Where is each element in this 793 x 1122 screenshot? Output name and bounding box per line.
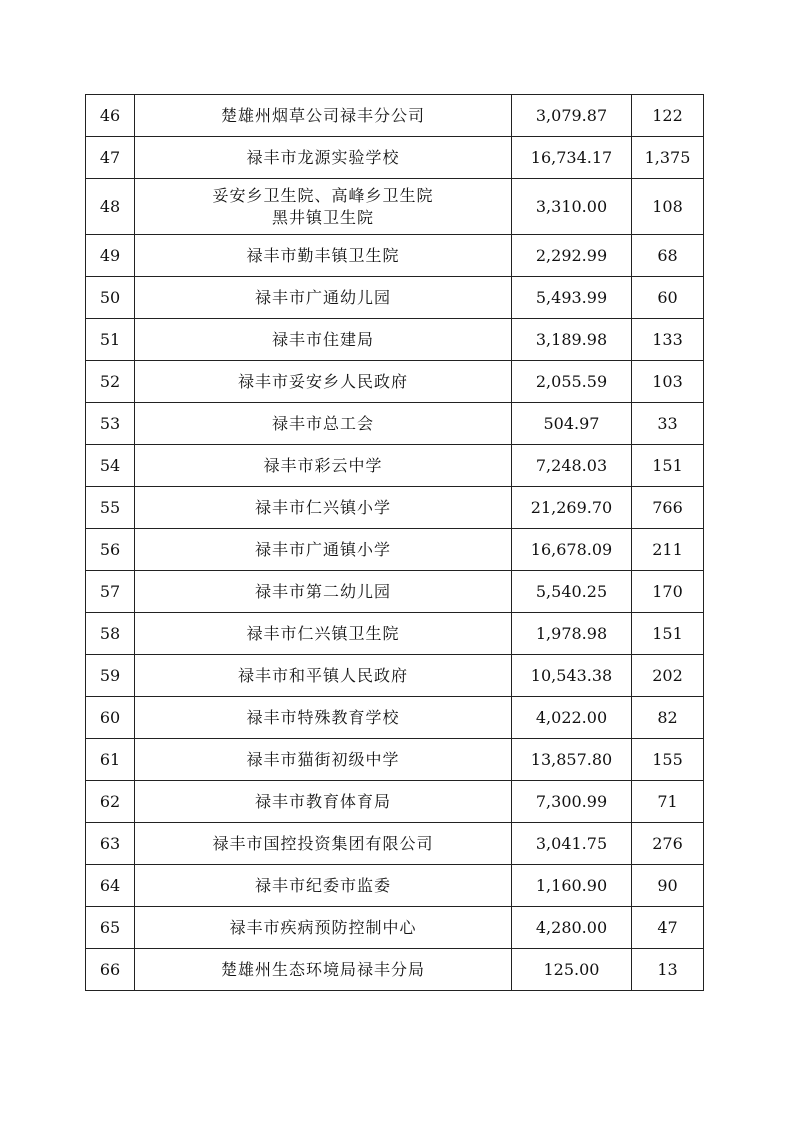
row-number-cell: 60 [86, 697, 135, 739]
table-row [86, 907, 704, 949]
table-row [86, 865, 704, 907]
table-row [86, 823, 704, 865]
data-table [85, 94, 704, 991]
count-cell: 151 [632, 445, 704, 487]
organization-name-line: 禄丰市勤丰镇卫生院 [246, 245, 400, 265]
count-cell: 60 [632, 277, 704, 319]
table-row [86, 949, 704, 991]
row-number-cell: 65 [86, 907, 135, 949]
amount-cell: 4,022.00 [512, 697, 632, 739]
organization-name-line: 禄丰市国控投资集团有限公司 [212, 833, 434, 853]
amount-cell: 7,248.03 [512, 445, 632, 487]
organization-name-line: 禄丰市第二幼儿园 [254, 581, 391, 601]
organization-name-cell [135, 137, 512, 179]
row-number-cell: 47 [86, 137, 135, 179]
amount-cell: 125.00 [512, 949, 632, 991]
organization-name-cell [135, 319, 512, 361]
organization-name-cell [135, 949, 512, 991]
amount-cell: 13,857.80 [512, 739, 632, 781]
amount-cell: 3,189.98 [512, 319, 632, 361]
table-row [86, 781, 704, 823]
organization-name-cell [135, 277, 512, 319]
amount-cell: 3,041.75 [512, 823, 632, 865]
count-cell: 151 [632, 613, 704, 655]
count-cell: 133 [632, 319, 704, 361]
count-cell: 68 [632, 235, 704, 277]
row-number-cell: 57 [86, 571, 135, 613]
organization-name-line: 禄丰市住建局 [271, 329, 374, 349]
amount-cell: 2,055.59 [512, 361, 632, 403]
row-number-cell: 51 [86, 319, 135, 361]
table-row [86, 137, 704, 179]
row-number-cell: 49 [86, 235, 135, 277]
table-row [86, 739, 704, 781]
table-row [86, 445, 704, 487]
row-number-cell: 66 [86, 949, 135, 991]
organization-name-cell [135, 655, 512, 697]
table-row [86, 571, 704, 613]
table-row [86, 403, 704, 445]
row-number-cell: 58 [86, 613, 135, 655]
row-number-cell: 48 [86, 179, 135, 235]
row-number-cell: 52 [86, 361, 135, 403]
organization-name-line: 禄丰市仁兴镇卫生院 [246, 623, 400, 643]
table-row [86, 319, 704, 361]
count-cell: 155 [632, 739, 704, 781]
amount-cell: 4,280.00 [512, 907, 632, 949]
organization-name-cell [135, 445, 512, 487]
organization-name-cell [135, 739, 512, 781]
organization-name-line: 禄丰市猫街初级中学 [246, 749, 400, 769]
organization-name-line: 禄丰市特殊教育学校 [246, 707, 400, 727]
row-number-cell: 61 [86, 739, 135, 781]
amount-cell: 16,678.09 [512, 529, 632, 571]
organization-name-line: 禄丰市广通镇小学 [254, 539, 391, 559]
organization-name-cell [135, 403, 512, 445]
count-cell: 170 [632, 571, 704, 613]
table-row [86, 95, 704, 137]
amount-cell: 1,160.90 [512, 865, 632, 907]
count-cell: 90 [632, 865, 704, 907]
count-cell: 13 [632, 949, 704, 991]
amount-cell: 1,978.98 [512, 613, 632, 655]
table-row [86, 277, 704, 319]
count-cell: 71 [632, 781, 704, 823]
table-body [86, 95, 704, 991]
organization-name-line: 禄丰市教育体育局 [254, 791, 391, 811]
row-number-cell: 53 [86, 403, 135, 445]
organization-name-line: 禄丰市彩云中学 [263, 455, 383, 475]
count-cell: 276 [632, 823, 704, 865]
organization-name-line: 楚雄州生态环境局禄丰分局 [220, 959, 425, 979]
row-number-cell: 56 [86, 529, 135, 571]
table-row [86, 529, 704, 571]
table-row [86, 235, 704, 277]
organization-name-line: 楚雄州烟草公司禄丰分公司 [220, 105, 425, 125]
organization-name-cell [135, 487, 512, 529]
count-cell: 766 [632, 487, 704, 529]
table-row [86, 361, 704, 403]
amount-cell: 3,079.87 [512, 95, 632, 137]
row-number-cell: 59 [86, 655, 135, 697]
amount-cell: 7,300.99 [512, 781, 632, 823]
amount-cell: 504.97 [512, 403, 632, 445]
row-number-cell: 63 [86, 823, 135, 865]
table-row [86, 179, 704, 235]
organization-name-line: 禄丰市总工会 [271, 413, 374, 433]
amount-cell: 21,269.70 [512, 487, 632, 529]
count-cell: 202 [632, 655, 704, 697]
amount-cell: 2,292.99 [512, 235, 632, 277]
amount-cell: 10,543.38 [512, 655, 632, 697]
organization-name-cell [135, 823, 512, 865]
row-number-cell: 55 [86, 487, 135, 529]
count-cell: 122 [632, 95, 704, 137]
count-cell: 1,375 [632, 137, 704, 179]
row-number-cell: 46 [86, 95, 135, 137]
organization-name-line: 禄丰市仁兴镇小学 [254, 497, 391, 517]
organization-name-line: 黑井镇卫生院 [271, 207, 374, 227]
organization-name-cell [135, 613, 512, 655]
organization-name-cell [135, 571, 512, 613]
table-row [86, 487, 704, 529]
organization-name-line: 禄丰市纪委市监委 [254, 875, 391, 895]
organization-name-cell [135, 235, 512, 277]
row-number-cell: 50 [86, 277, 135, 319]
row-number-cell: 64 [86, 865, 135, 907]
count-cell: 103 [632, 361, 704, 403]
organization-name-cell [135, 865, 512, 907]
organization-name-line: 禄丰市和平镇人民政府 [237, 665, 408, 685]
count-cell: 82 [632, 697, 704, 739]
table-row [86, 613, 704, 655]
table-row [86, 655, 704, 697]
organization-name-cell [135, 529, 512, 571]
count-cell: 33 [632, 403, 704, 445]
organization-name-cell [135, 361, 512, 403]
organization-name-line: 禄丰市疾病预防控制中心 [229, 917, 417, 937]
count-cell: 108 [632, 179, 704, 235]
organization-name-cell [135, 697, 512, 739]
organization-name-line: 禄丰市广通幼儿园 [254, 287, 391, 307]
organization-name-line: 妥安乡卫生院、高峰乡卫生院 [212, 185, 434, 205]
count-cell: 47 [632, 907, 704, 949]
organization-name-line: 禄丰市龙源实验学校 [246, 147, 400, 167]
count-cell: 211 [632, 529, 704, 571]
organization-name-cell [135, 781, 512, 823]
row-number-cell: 54 [86, 445, 135, 487]
amount-cell: 5,540.25 [512, 571, 632, 613]
organization-name-cell [135, 907, 512, 949]
table-row [86, 697, 704, 739]
row-number-cell: 62 [86, 781, 135, 823]
organization-name-line: 禄丰市妥安乡人民政府 [237, 371, 408, 391]
amount-cell: 5,493.99 [512, 277, 632, 319]
amount-cell: 16,734.17 [512, 137, 632, 179]
amount-cell: 3,310.00 [512, 179, 632, 235]
organization-name-cell [135, 179, 512, 235]
organization-name-cell [135, 95, 512, 137]
